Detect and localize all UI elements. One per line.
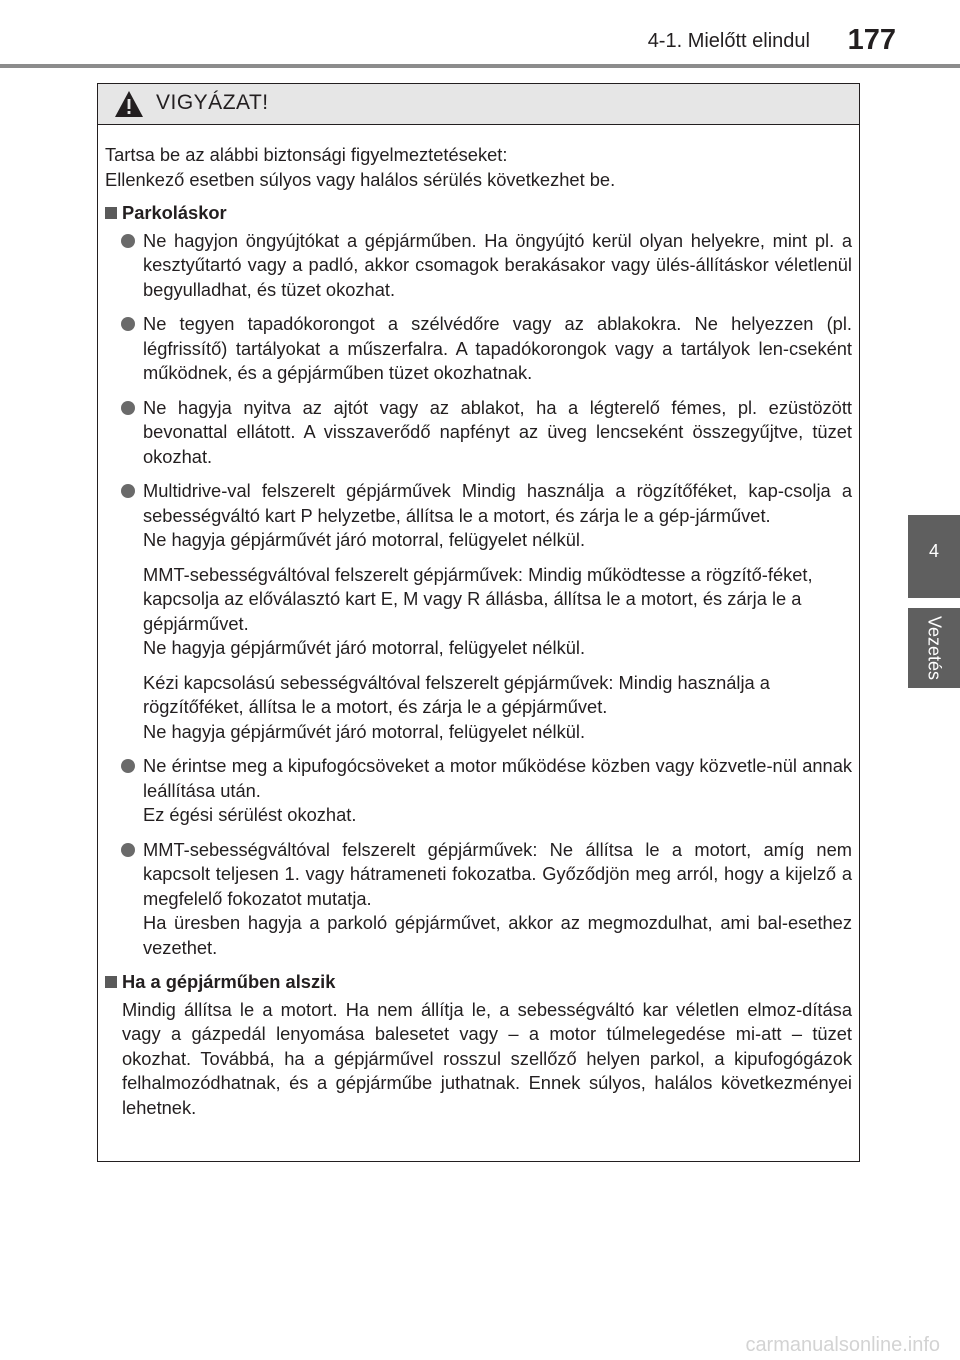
sub-paragraph xyxy=(105,671,852,745)
list-item-text: MMT-sebességváltóval felszerelt gépjárművek: Ne állítsa le a motort, amíg nem kapcsolt teljesen 1. vagy hátrameneti fokozatba. Győződjön meg arról, hogy a kijelző a megfelelő fokozatot mutatja. xyxy=(143,838,852,909)
circle-bullet-icon xyxy=(121,484,135,498)
caution-body xyxy=(98,125,859,1120)
circle-bullet-icon xyxy=(121,317,135,331)
chapter-label-tab xyxy=(908,608,960,688)
list-item-text: Ne tegyen tapadókorongot a szélvédőre vagy az ablakokra. Ne helyezzen (pl. légfrissítő) tartályokat a műszerfalra. A tapadókorongok vagy a tartályok len-cseként működnek, és a gépjárműben tüzet okozhatnak. xyxy=(143,313,852,383)
header-rule xyxy=(0,64,960,68)
circle-bullet-icon xyxy=(121,759,135,773)
section-title: 4-1. Mielőtt elindul xyxy=(647,30,810,52)
list-item-text: Ez égési sérülést okozhat. xyxy=(143,804,357,825)
caution-header xyxy=(98,84,859,125)
warning-triangle-icon xyxy=(114,90,144,118)
list-item-text: Ne hagyja nyitva az ajtót vagy az ablakot, ha a légterelő fémes, pl. ezüstözött bevonattal ellátott. A visszaverődő napfényt az üveg lencseként összegyűjtve, tüzet okozhat. xyxy=(143,396,852,467)
caution-box xyxy=(97,83,860,1162)
intro-line-2: Ellenkező esetben súlyos vagy halálos sérülés következhet be. xyxy=(105,168,616,190)
list-item xyxy=(105,396,852,470)
sub-paragraph-text: Kézi kapcsolású sebességváltóval felszerelt gépjárművek: Mindig használja a rögzítőféket, állítsa le a motort, és zárja le a gépjárművet. xyxy=(143,671,770,717)
section-heading-text: Ha a gépjárműben alszik xyxy=(122,971,336,992)
section-heading-text: Parkoláskor xyxy=(122,202,227,223)
watermark: carmanualsonline.info xyxy=(745,1334,940,1356)
intro-line-1: Tartsa be az alábbi biztonsági figyelmeztetéseket: xyxy=(105,144,508,165)
list-item-text: Multidrive-val felszerelt gépjárművek Mindig használja a rögzítőféket, kap-csolja a sebességváltó kart P helyzetbe, állítsa le a motort, és zárja le a gép-járművet. xyxy=(143,480,852,526)
list-item xyxy=(105,312,852,386)
section-heading-parking xyxy=(105,201,852,226)
list-item-text: Ne hagyja gépjárművét járó motorral, felügyelet nélkül. xyxy=(143,529,586,550)
sub-paragraph-text: MMT-sebességváltóval felszerelt gépjárművek: Mindig működtesse a rögzítő-féket, kapcsolja az előválasztó kart E, M vagy R állásba, állítsa le a motort, és zárja le a gépjárművet. xyxy=(143,563,813,634)
circle-bullet-icon xyxy=(121,234,135,248)
intro-text xyxy=(105,143,852,192)
list-item xyxy=(105,838,852,961)
sub-paragraph xyxy=(105,563,852,661)
list-item-text: Ne hagyjon öngyújtókat a gépjárműben. Ha öngyújtó kerül olyan helyekre, mint pl. a kesztyűtartó vagy a padló, akkor csomagok berakásakor vagy ülés-állításkor véletlenül begyulladhat, és tüzet okozhat. xyxy=(143,229,852,300)
list-item xyxy=(105,479,852,553)
chapter-label: Vezetés xyxy=(924,615,945,681)
list-item xyxy=(105,229,852,303)
square-bullet-icon xyxy=(105,976,117,988)
circle-bullet-icon xyxy=(121,843,135,857)
chapter-tab xyxy=(908,515,960,598)
list-item-text: Ha üresben hagyja a parkoló gépjárművet, akkor az megmozdulhat, ami bal-esethez vezethet. xyxy=(143,912,852,958)
section-heading-sleeping xyxy=(105,970,852,995)
chapter-number: 4 xyxy=(928,541,939,561)
sub-paragraph-text: Ne hagyja gépjárművét járó motorral, felügyelet nélkül. xyxy=(143,720,586,742)
sub-paragraph-text: Ne hagyja gépjárművét járó motorral, felügyelet nélkül. xyxy=(143,637,586,658)
square-bullet-icon xyxy=(105,207,117,219)
circle-bullet-icon xyxy=(121,401,135,415)
caution-title: VIGYÁZAT! xyxy=(156,91,269,114)
list-item-text: Ne érintse meg a kipufogócsöveket a motor működése közben vagy közvetle-nül annak leállítása után. xyxy=(143,755,852,801)
list-item xyxy=(105,754,852,828)
page-number: 177 xyxy=(847,24,896,56)
section-paragraph: Mindig állítsa le a motort. Ha nem állítja le, a sebességváltó kar véletlen elmoz-dítása vagy a gázpedál lenyomása balesetet vagy – a motor túlmelegedése mi-att – tüzet okozhat. Továbbá, ha a gépjárművel rosszul szellőző helyen parkol, a kipufogógázok felhalmozódhatnak, és a gépjárműbe juthatnak. Ennek súlyos, halálos következményei lehetnek. xyxy=(122,998,852,1118)
